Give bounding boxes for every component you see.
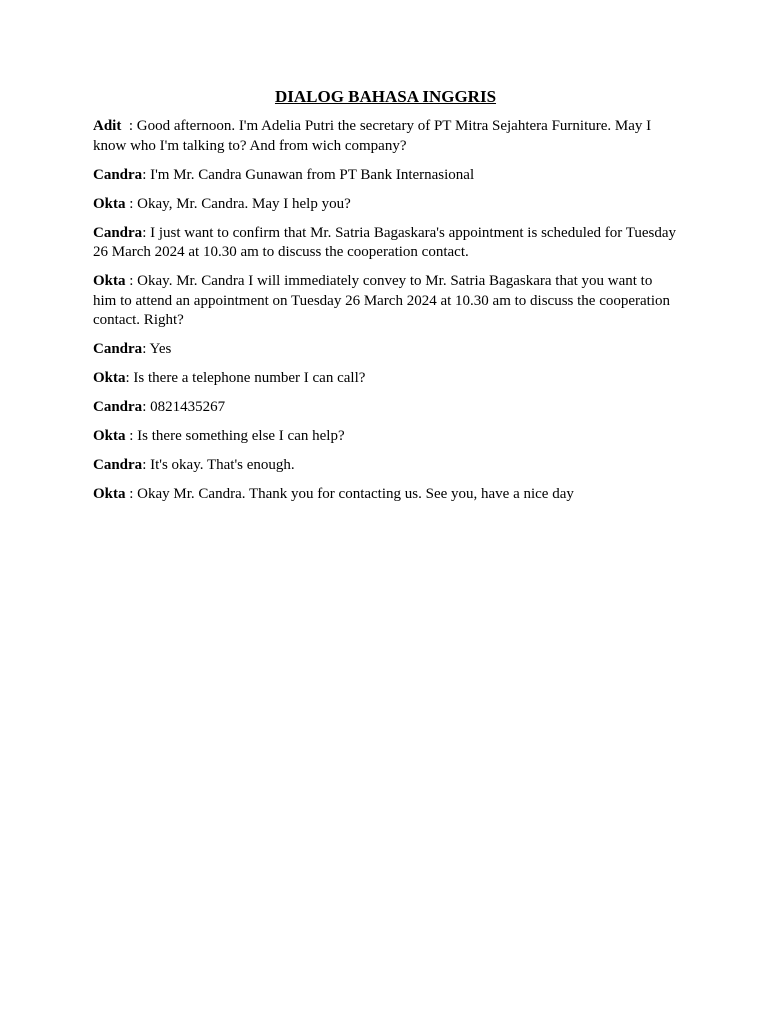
dialog-text: : I'm Mr. Candra Gunawan from PT Bank Internasional <box>142 166 475 183</box>
dialog-line <box>93 485 678 505</box>
dialog-line <box>93 340 678 360</box>
speaker-name: Candra <box>93 341 143 357</box>
document-page <box>93 86 678 514</box>
speaker-name: Okta <box>93 428 126 444</box>
dialog-line <box>93 427 678 447</box>
dialog-line <box>93 195 678 215</box>
speaker-name: Candra <box>93 399 143 415</box>
speaker-name: Adit <box>93 118 122 134</box>
speaker-name: Okta <box>93 195 126 212</box>
dialog-text: : 0821435267 <box>142 399 226 415</box>
dialog-line <box>93 166 678 186</box>
dialog-text: : Good afternoon. I'm Adelia Putri the secretary of PT Mitra Sejahtera Furniture. May I know who I'm talking to? And from wich company? <box>93 118 655 154</box>
speaker-name: Okta <box>93 273 126 289</box>
dialog-text: : Okay, Mr. Candra. May I help you? <box>125 195 351 212</box>
dialog-text: : Okay Mr. Candra. Thank you for contacting us. See you, have a nice day <box>125 486 574 502</box>
speaker-name: Okta <box>93 370 126 386</box>
dialog-text: : Yes <box>142 341 172 357</box>
dialog-text: : Is there a telephone number I can call? <box>125 370 366 386</box>
dialog-text: : Is there something else I can help? <box>125 428 345 444</box>
speaker-name: Candra <box>93 224 143 241</box>
speaker-name: Okta <box>93 486 126 502</box>
dialog-line <box>93 117 678 156</box>
speaker-name: Candra <box>93 166 143 183</box>
dialog-text: : Okay. Mr. Candra I will immediately convey to Mr. Satria Bagaskara that you want to him to attend an appointment on Tuesday 26 March 2024 at 10.30 am to discuss the cooperation contact. Right? <box>93 273 674 328</box>
dialog-line <box>93 398 678 418</box>
dialog-line <box>93 272 678 331</box>
dialog-line <box>93 369 678 389</box>
dialog-line <box>93 456 678 476</box>
dialog-text: : It's okay. That's enough. <box>142 457 295 473</box>
dialog-text: : I just want to confirm that Mr. Satria Bagaskara's appointment is scheduled for Tuesday 26 March 2024 at 10.30 am to discuss the cooperation contact. <box>93 224 680 260</box>
dialog-line <box>93 224 678 263</box>
speaker-name: Candra <box>93 457 143 473</box>
document-title: DIALOG BAHASA INGGRIS <box>274 87 497 106</box>
